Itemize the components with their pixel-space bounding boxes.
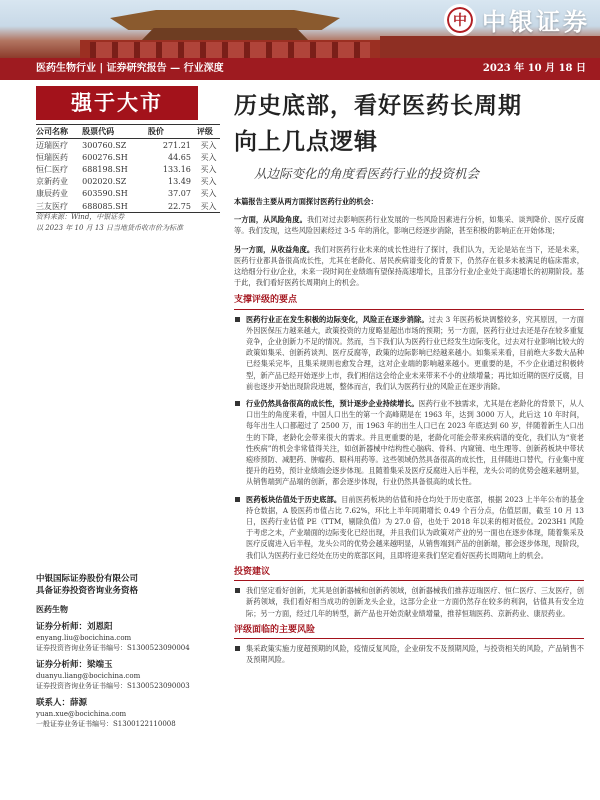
- risk-angle-paragraph: [234, 214, 584, 236]
- cell-code: 600276.SH: [82, 152, 128, 162]
- cell-rating: 买入: [197, 200, 220, 213]
- analyst-name-line: [36, 621, 216, 633]
- risk-heading: 评级面临的主要风险: [234, 625, 584, 639]
- cell-company: 京新药业: [36, 177, 68, 187]
- key-point-3-text: 目前医药板块的估值和持仓均处于历史底部，根据 2023 上半年公布的基金持仓数据，A 股医药市值占比 7.62%，环比上半年同期增长 0.49 个百分点，估值层面，截至 10 月 13 日，医药行业估值 PE（TTM，剔除负值）为 27.0 倍，也处于 2018 年以来的相对低位。2023H1 风险于考虑之未，产业端面的边际变化已经出现，并且我们认为政策对产业的另一面也在逐步体现，随着集采及医疗反腐进入后半程，龙头公司的优势会越来越明显，从销售端到产品的创新端，都会逐步体现，现阶段，我们认为医药行业已经处在历史的底部区间，且即将迎来我们坚定看好医药长周期向上的机会。: [246, 494, 584, 560]
- table-header-row: [36, 125, 220, 139]
- key-points-heading: 支撑评级的要点: [234, 295, 584, 309]
- bank-logo-icon: 中: [444, 4, 476, 36]
- key-point-1-lead: 医药行业正在发生积极的边际变化，风险正在逐步消除。: [246, 314, 429, 324]
- investment-advice-heading: 投资建议: [234, 567, 584, 581]
- intro-text: 本篇报告主要从两方面探讨医药行业的机会：: [234, 197, 378, 206]
- cell-price: 271.21: [162, 140, 191, 150]
- report-body: [234, 196, 584, 671]
- cell-company: 康辰药业: [36, 189, 68, 199]
- analyst-cert: 一般证券业务证书编号：S1300122110008: [36, 720, 176, 728]
- analyst-cert: 证券投资咨询业务证书编号：S1300523090003: [36, 682, 190, 690]
- price-basis-line: 以 2023 年 10 月 13 日当地货币收市价为标准: [36, 224, 183, 232]
- firm-qualification: 具备证券投资咨询业务资格: [36, 586, 139, 596]
- analyst-card: [36, 659, 216, 691]
- table-row: [36, 200, 220, 213]
- key-point-3: [234, 494, 584, 561]
- cell-rating: 买入: [200, 177, 217, 187]
- analyst-email[interactable]: duanyu.liang@bocichina.com: [36, 672, 141, 680]
- source-line: 资料来源：Wind，中银证券: [36, 213, 125, 221]
- table-row: [36, 176, 220, 188]
- report-subtitle: 从边际变化的角度看医药行业的投资机会: [254, 166, 480, 181]
- key-point-2-text: 医药行业不独需求，尤其是在老龄化的背景下，从人口出生的角度来看，中国人口出生的第一个高峰期是在 1963 年，达到 3000 万人，此后这 10 年时间，每年出生人口都超过了 2500 万，而 1963 年的出生人口已在 2023 年底达到 60 岁，伴随着新生人口出生的下降，老龄化会带来很大的需求。并且更重要的是，老龄化可能会带来疾病谱的变化，我们认为“衰老性疾病”的机会非常值得关注，如创新器械中结构性心脑病、骨科、内窥镜、电生理等、创新药板块中带状疱疹预防、减肥药、肿瘤药、眼科用药等。这些领域仍然具备很高的成长性，且伴随进口替代，行业集中度提升的趋势，预计业绩端会逐步体现。且随着集采及医疗反腐进入后半程，龙头公司的优势会越来越明显，从销售端到产品端的创新，都会逐步体现，行业仍然具备很高的成长性。: [246, 399, 584, 487]
- return-angle-lead: 另一方面，从收益角度。: [234, 244, 315, 254]
- col-header-code: 股票代码: [82, 125, 148, 139]
- firm-name: 中银国际证券股份有限公司: [36, 574, 139, 584]
- cell-code: 688198.SH: [82, 164, 128, 174]
- col-header-price: 股价: [148, 125, 197, 139]
- key-point-1: [234, 314, 584, 392]
- return-angle-text: 我们对医药行业未来的成长性进行了探讨，我们认为，无论是站在当下，还是未来，医药行业都具备很高成长性，尤其在老龄化、居民疾病谱变化的背景下，仍然存在很多未被满足的临床需求，这给细分行业/企业，未来一段时间在业绩端有望保持高速增长，且部分行业/企业处于高速增长的初期阶段。基于此，我们看好医药长周期向上的机会。: [234, 244, 584, 288]
- cell-price: 22.75: [148, 200, 197, 213]
- sector-label: 医药生物: [36, 604, 68, 614]
- analyst-card: [36, 697, 216, 729]
- key-point-2-lead: 行业仍然具备很高的成长性，预计逐步企业持续增长。: [246, 399, 419, 409]
- cell-code: 002020.SZ: [82, 177, 127, 187]
- col-header-company: 公司名称: [36, 125, 82, 139]
- table-row: [36, 188, 220, 200]
- company-logo: [444, 2, 590, 37]
- analyst-card: [36, 621, 216, 653]
- firm-info-panel: [36, 573, 216, 729]
- header-banner: [0, 0, 600, 58]
- report-title: [234, 88, 584, 160]
- analyst-role: 联系人：: [36, 698, 71, 708]
- return-angle-paragraph: [234, 244, 584, 289]
- key-point-2: [234, 398, 584, 488]
- cell-price: 13.49: [168, 177, 191, 187]
- table-row: [36, 139, 220, 152]
- industry-rating-badge: 强于大市: [36, 86, 198, 120]
- palace-wall-graphic: [380, 36, 600, 58]
- report-date: 2023 年 10 月 18 日: [482, 63, 586, 74]
- analyst-name-line: [36, 659, 216, 671]
- cell-price: 37.07: [168, 189, 191, 199]
- analyst-role: 证券分析师：: [36, 660, 88, 670]
- cell-code: 603590.SH: [82, 189, 128, 199]
- analyst-role: 证券分析师：: [36, 622, 88, 632]
- analyst-name: 刘恩阳: [87, 622, 113, 632]
- cell-rating: 买入: [200, 189, 217, 199]
- analyst-cert: 证券投资咨询业务证书编号：S1300523090004: [36, 644, 190, 652]
- analyst-name: 梁端玉: [87, 660, 113, 670]
- analyst-email[interactable]: yuan.xue@bocichina.com: [36, 710, 127, 718]
- risk-angle-lead: 一方面，从风险角度。: [234, 215, 307, 225]
- cell-company: 迈瑞医疗: [36, 140, 68, 150]
- category-bar: [0, 58, 600, 80]
- report-category: 医药生物行业 | 证券研究报告 — 行业深度: [36, 63, 224, 74]
- palace-columns-graphic: [90, 42, 370, 58]
- cell-price: 133.16: [162, 164, 191, 174]
- risk-angle-text: 我们对过去影响医药行业发展的一些风险因素进行分析，如集采、谈判降价、医疗反腐等。我们发现，这些风险因素经过 3-5 年的消化，影响已经逐步消除，甚至积极的影响正在开始体现；: [234, 215, 584, 236]
- risk-text: 集采政策实施力度超预期的风险，疫情反复风险，企业研发不及预期风险，与投资相关的风险，产品销售不及预期风险。: [234, 643, 584, 665]
- cell-code: 688085.SH: [82, 200, 148, 213]
- table-row: [36, 163, 220, 175]
- table-source-note: [36, 212, 236, 234]
- analyst-name: 薛源: [70, 698, 88, 708]
- company-name: 中银证券: [482, 8, 590, 36]
- cell-price: 44.65: [168, 152, 191, 162]
- analyst-name-line: [36, 697, 216, 709]
- title-line-2: 向上几点逻辑: [234, 128, 378, 155]
- title-line-1: 历史底部，看好医药长周期: [234, 92, 522, 119]
- col-header-rating: 评级: [197, 125, 220, 139]
- cell-company: 恒仁医疗: [36, 164, 68, 174]
- key-point-3-lead: 医药板块估值处于历史底部。: [246, 494, 342, 504]
- analyst-email[interactable]: enyang.liu@bocichina.com: [36, 634, 132, 642]
- key-point-1-text: 过去 3 年医药板块调整较多，究其原因，一方面外因医保压力越来越大，政策投资的力度略显超出市场的预期；另一方面，医药行业过去还是存在较多重复竞争，企业创新力不足的情况。然而，当下我们认为医药行业已经发生边际变化，过去对行业影响比较大的政策如集采、创新药谈判、医疗反腐等，政策的边际影响已经越来越小。如集采来看，目前绝大多数大品种已经集采完毕，且集采规则也愈发合理，这对企业端的影响越来越小。更重要的是，不少企业通过积极转型，新产品已经开始逐步上市，我们相信这会给企业未来带来不小的业绩增量；再比如近期的医疗反腐，目前也逐步开始出现阶段进展，整体而言，我们认为医药行业的风险正在逐步消除。: [246, 314, 584, 391]
- cell-company: 恒瑞医药: [36, 152, 68, 162]
- cell-rating: 买入: [200, 164, 217, 174]
- investment-advice-text: 我们坚定看好创新，尤其是创新器械和创新药领域，创新器械我们推荐迈瑞医疗、恒仁医疗、三友医疗，创新药领域，我们看好相当成功的创新龙头企业，这部分企业一方面仍然存在较多的利润，估值具有安全边际；另一方面，经过几年的转型，新产品也开始贡献业绩增量，推荐恒瑞医药、京新药业、康辰药业。: [234, 585, 584, 619]
- recommended-stocks-table: [36, 124, 220, 213]
- cell-company: 三友医疗: [36, 200, 82, 213]
- intro-paragraph: [234, 196, 584, 207]
- cell-rating: 买入: [200, 152, 217, 162]
- cell-rating: 买入: [200, 140, 217, 150]
- table-row: [36, 151, 220, 163]
- palace-roof-graphic: [110, 10, 340, 30]
- cell-code: 300760.SZ: [82, 140, 127, 150]
